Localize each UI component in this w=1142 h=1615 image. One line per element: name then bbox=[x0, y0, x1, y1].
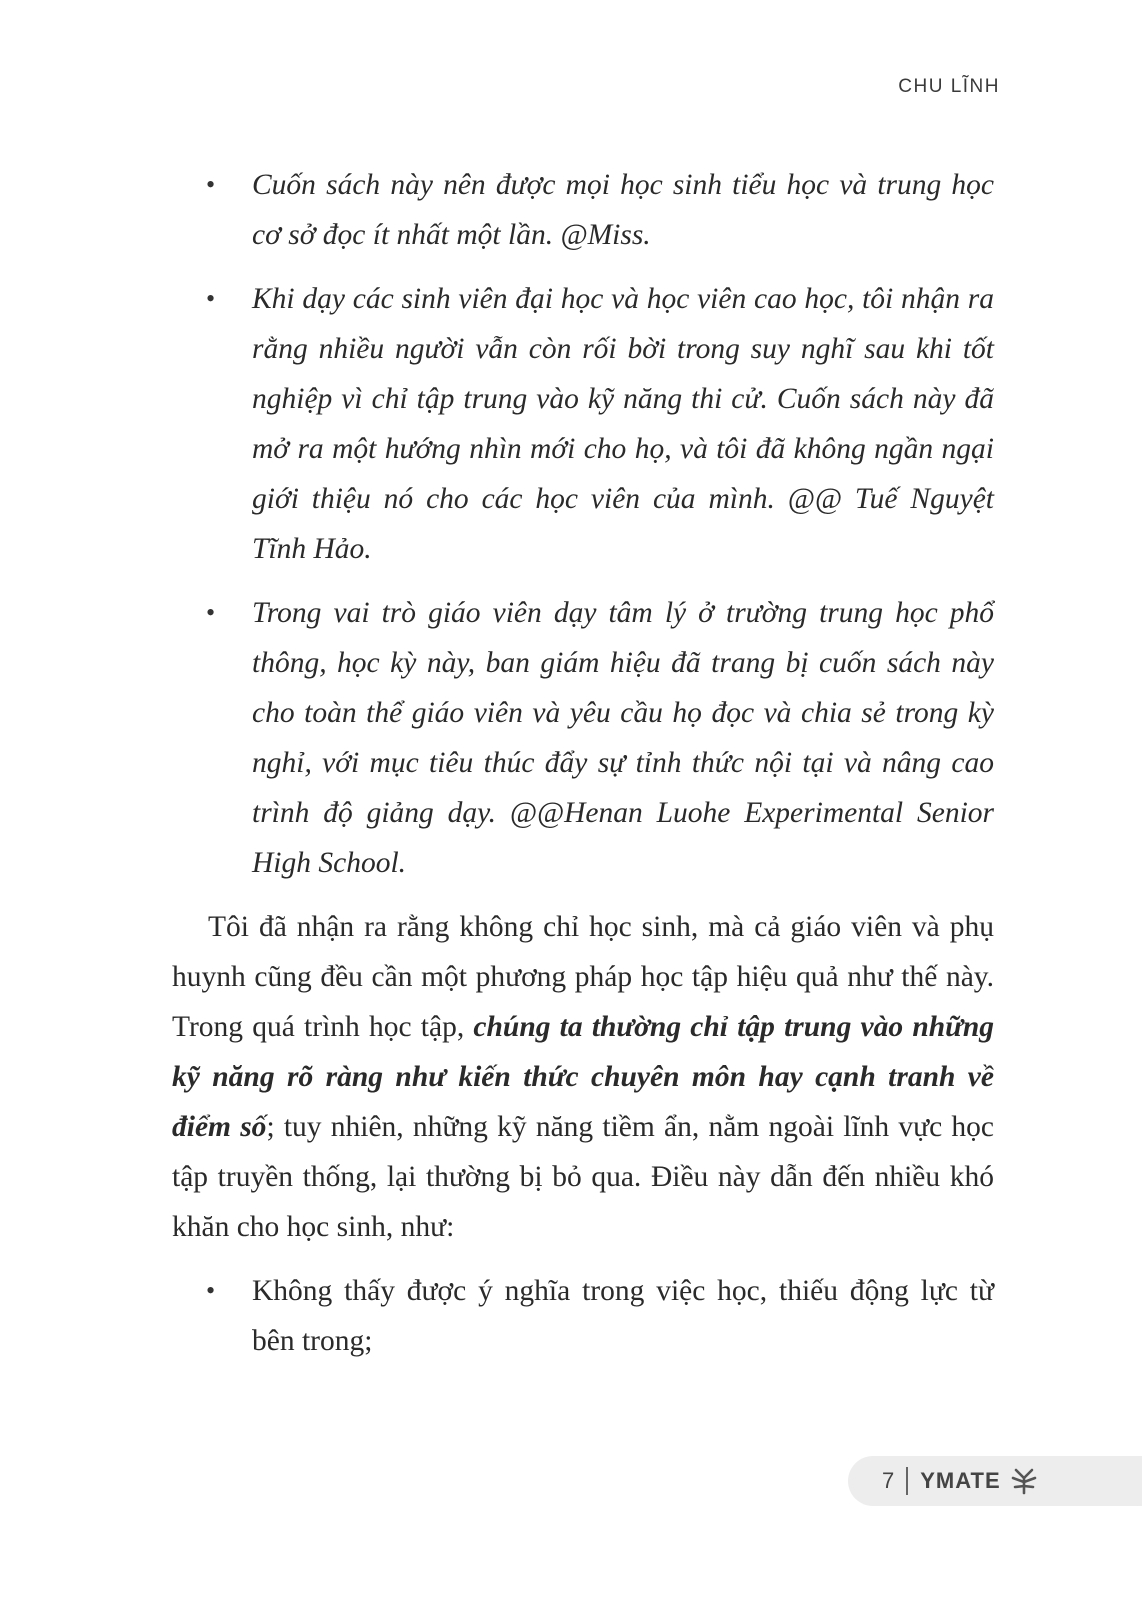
emphasis-text: chúng ta thường chỉ tập trung vào những kỹ năng rõ ràng như kiến thức chuyên môn hay cạnh tranh về điểm số bbox=[172, 1011, 994, 1143]
paragraph-text: ; tuy nhiên, những kỹ năng tiềm ẩn, nằm ngoài lĩnh vực học tập truyền thống, lại thường bị bỏ qua. Điều này dẫn đến nhiều khó khăn cho học sinh, như: bbox=[172, 1111, 994, 1243]
running-head: CHU LĨNH bbox=[898, 76, 1000, 97]
ymate-logo-icon bbox=[1009, 1467, 1039, 1495]
testimonial-item: • Trong vai trò giáo viên dạy tâm lý ở trường trung học phổ thông, học kỳ này, ban giám hiệu đã trang bị cuốn sách này cho toàn thể giáo viên và yêu cầu họ đọc và chia sẻ trong kỳ nghỉ, với mục tiêu thúc đẩy sự tỉnh thức nội tại và nâng cao trình độ giảng dạy. @@Henan Luohe Experimental Senior High School. bbox=[172, 588, 994, 888]
issue-item: • Không thấy được ý nghĩa trong việc học, thiếu động lực từ bên trong; bbox=[172, 1266, 994, 1366]
footer-divider bbox=[906, 1467, 908, 1495]
testimonial-item: • Cuốn sách này nên được mọi học sinh tiểu học và trung học cơ sở đọc ít nhất một lần. @Miss. bbox=[172, 160, 994, 260]
page-footer bbox=[848, 1456, 1142, 1506]
testimonial-item: • Khi dạy các sinh viên đại học và học viên cao học, tôi nhận ra rằng nhiều người vẫn còn rối bời trong suy nghĩ sau khi tốt nghiệp vì chỉ tập trung vào kỹ năng thi cử. Cuốn sách này đã mở ra một hướng nhìn mới cho họ, và tôi đã không ngần ngại giới thiệu nó cho các học viên của mình. @@ Tuế Nguyệt Tĩnh Hảo. bbox=[172, 274, 994, 574]
body-paragraph bbox=[172, 902, 994, 1252]
brand-name: YMATE bbox=[920, 1468, 1001, 1493]
issue-list bbox=[172, 1266, 994, 1366]
page-content bbox=[172, 160, 994, 1366]
testimonial-list bbox=[172, 160, 994, 888]
paragraph-text: Tôi đã nhận ra rằng không chỉ học sinh, mà cả giáo viên và phụ huynh cũng đều cần một phương pháp học tập hiệu quả như thế này. Trong quá trình học tập, bbox=[172, 911, 994, 1043]
page-number: 7 bbox=[882, 1468, 895, 1493]
